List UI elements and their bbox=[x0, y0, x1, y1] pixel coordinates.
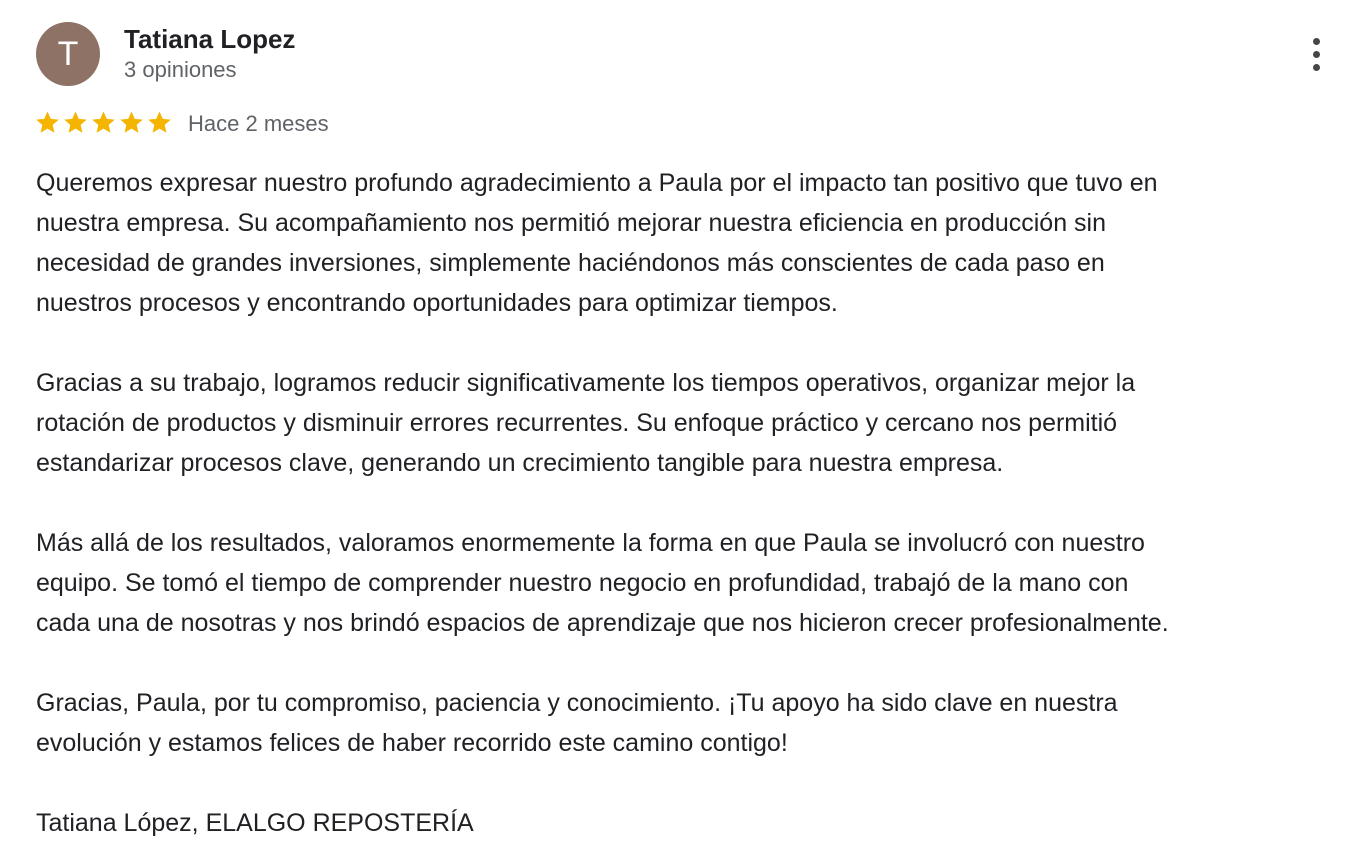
more-vert-icon-dot bbox=[1313, 64, 1320, 71]
review-paragraph bbox=[36, 363, 1336, 483]
star-icon bbox=[34, 109, 61, 136]
review-line: Más allá de los resultados, valoramos enormemente la forma en que Paula se involucró con nuestro bbox=[36, 529, 1145, 557]
review-date: Hace 2 meses bbox=[188, 111, 329, 136]
review-line: cada una de nosotras y nos brindó espacios de aprendizaje que nos hicieron crecer profesionalmente. bbox=[36, 609, 1169, 637]
review-line: nuestra empresa. Su acompañamiento nos permitió mejorar nuestra eficiencia en producción sin bbox=[36, 209, 1107, 237]
review-line: necesidad de grandes inversiones, simplemente haciéndonos más conscientes de cada paso en bbox=[36, 249, 1105, 277]
star-rating bbox=[34, 109, 173, 139]
avatar[interactable] bbox=[36, 22, 100, 86]
star-icon bbox=[146, 109, 173, 136]
review-line: Tatiana López, ELALGO REPOSTERÍA bbox=[36, 809, 474, 837]
star-icon bbox=[62, 109, 89, 136]
review-line: rotación de productos y disminuir errores recurrentes. Su enfoque práctico y cercano nos permitió bbox=[36, 409, 1118, 437]
review-line: nuestros procesos y encontrando oportunidades para optimizar tiempos. bbox=[36, 289, 838, 317]
review-signature bbox=[36, 803, 1336, 843]
review-line: evolución y estamos felices de haber recorrido este camino contigo! bbox=[36, 729, 788, 757]
star-icon bbox=[118, 109, 145, 136]
review-text bbox=[36, 163, 1336, 843]
review-line: Gracias, Paula, por tu compromiso, paciencia y conocimiento. ¡Tu apoyo ha sido clave en nuestra bbox=[36, 689, 1118, 717]
author-name[interactable]: Tatiana Lopez bbox=[124, 24, 296, 54]
review-line: Gracias a su trabajo, logramos reducir significativamente los tiempos operativos, organizar mejor la bbox=[36, 369, 1136, 397]
review-line: Queremos expresar nuestro profundo agradecimiento a Paula por el impacto tan positivo que tuvo en bbox=[36, 169, 1158, 197]
review-line: estandarizar procesos clave, generando un crecimiento tangible para nuestra empresa. bbox=[36, 449, 1004, 477]
review-paragraph bbox=[36, 683, 1336, 763]
more-options-button[interactable] bbox=[1296, 34, 1336, 74]
avatar-initial: T bbox=[57, 35, 79, 73]
more-vert-icon bbox=[1313, 38, 1320, 45]
author-review-count: 3 opiniones bbox=[124, 57, 237, 82]
star-icon bbox=[90, 109, 117, 136]
more-vert-icon-dot bbox=[1313, 51, 1320, 58]
review-line: equipo. Se tomó el tiempo de comprender nuestro negocio en profundidad, trabajó de la mano con bbox=[36, 569, 1129, 597]
review-paragraph bbox=[36, 523, 1336, 643]
review-paragraph bbox=[36, 163, 1336, 323]
